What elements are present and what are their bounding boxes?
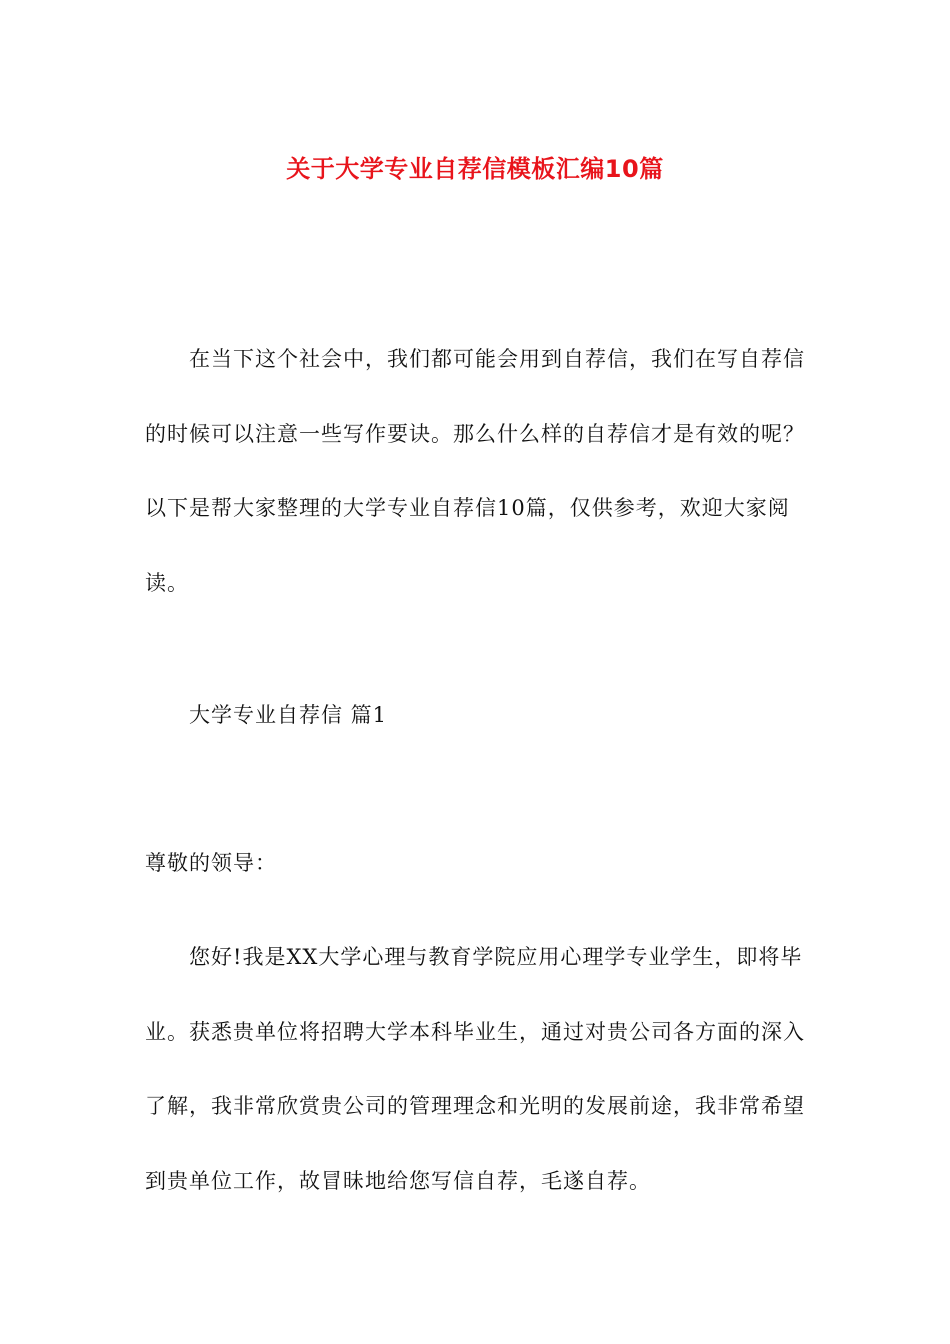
salutation: 尊敬的领导： [145, 851, 277, 875]
intro-paragraph: 在当下这个社会中，我们都可能会用到自荐信，我们在写自荐信的时候可以注意一些写作要诀。那么什么样的自荐信才是有效的呢？以下是帮大家整理的大学专业自荐信10篇，仅供参考，欢迎大家阅读。 [145, 347, 805, 595]
body-paragraph: 您好!我是XX大学心理与教育学院应用心理学专业学生，即将毕业。获悉贵单位将招聘大学本科毕业生，通过对贵公司各方面的深入了解，我非常欣赏贵公司的管理理念和光明的发展前途，我非常希望到贵单位工作，故冒昧地给您写信自荐，毛遂自荐。 [145, 945, 805, 1193]
document-title: 关于大学专业自荐信模板汇编10篇 [286, 155, 664, 184]
section-heading: 大学专业自荐信 篇1 [189, 703, 388, 727]
